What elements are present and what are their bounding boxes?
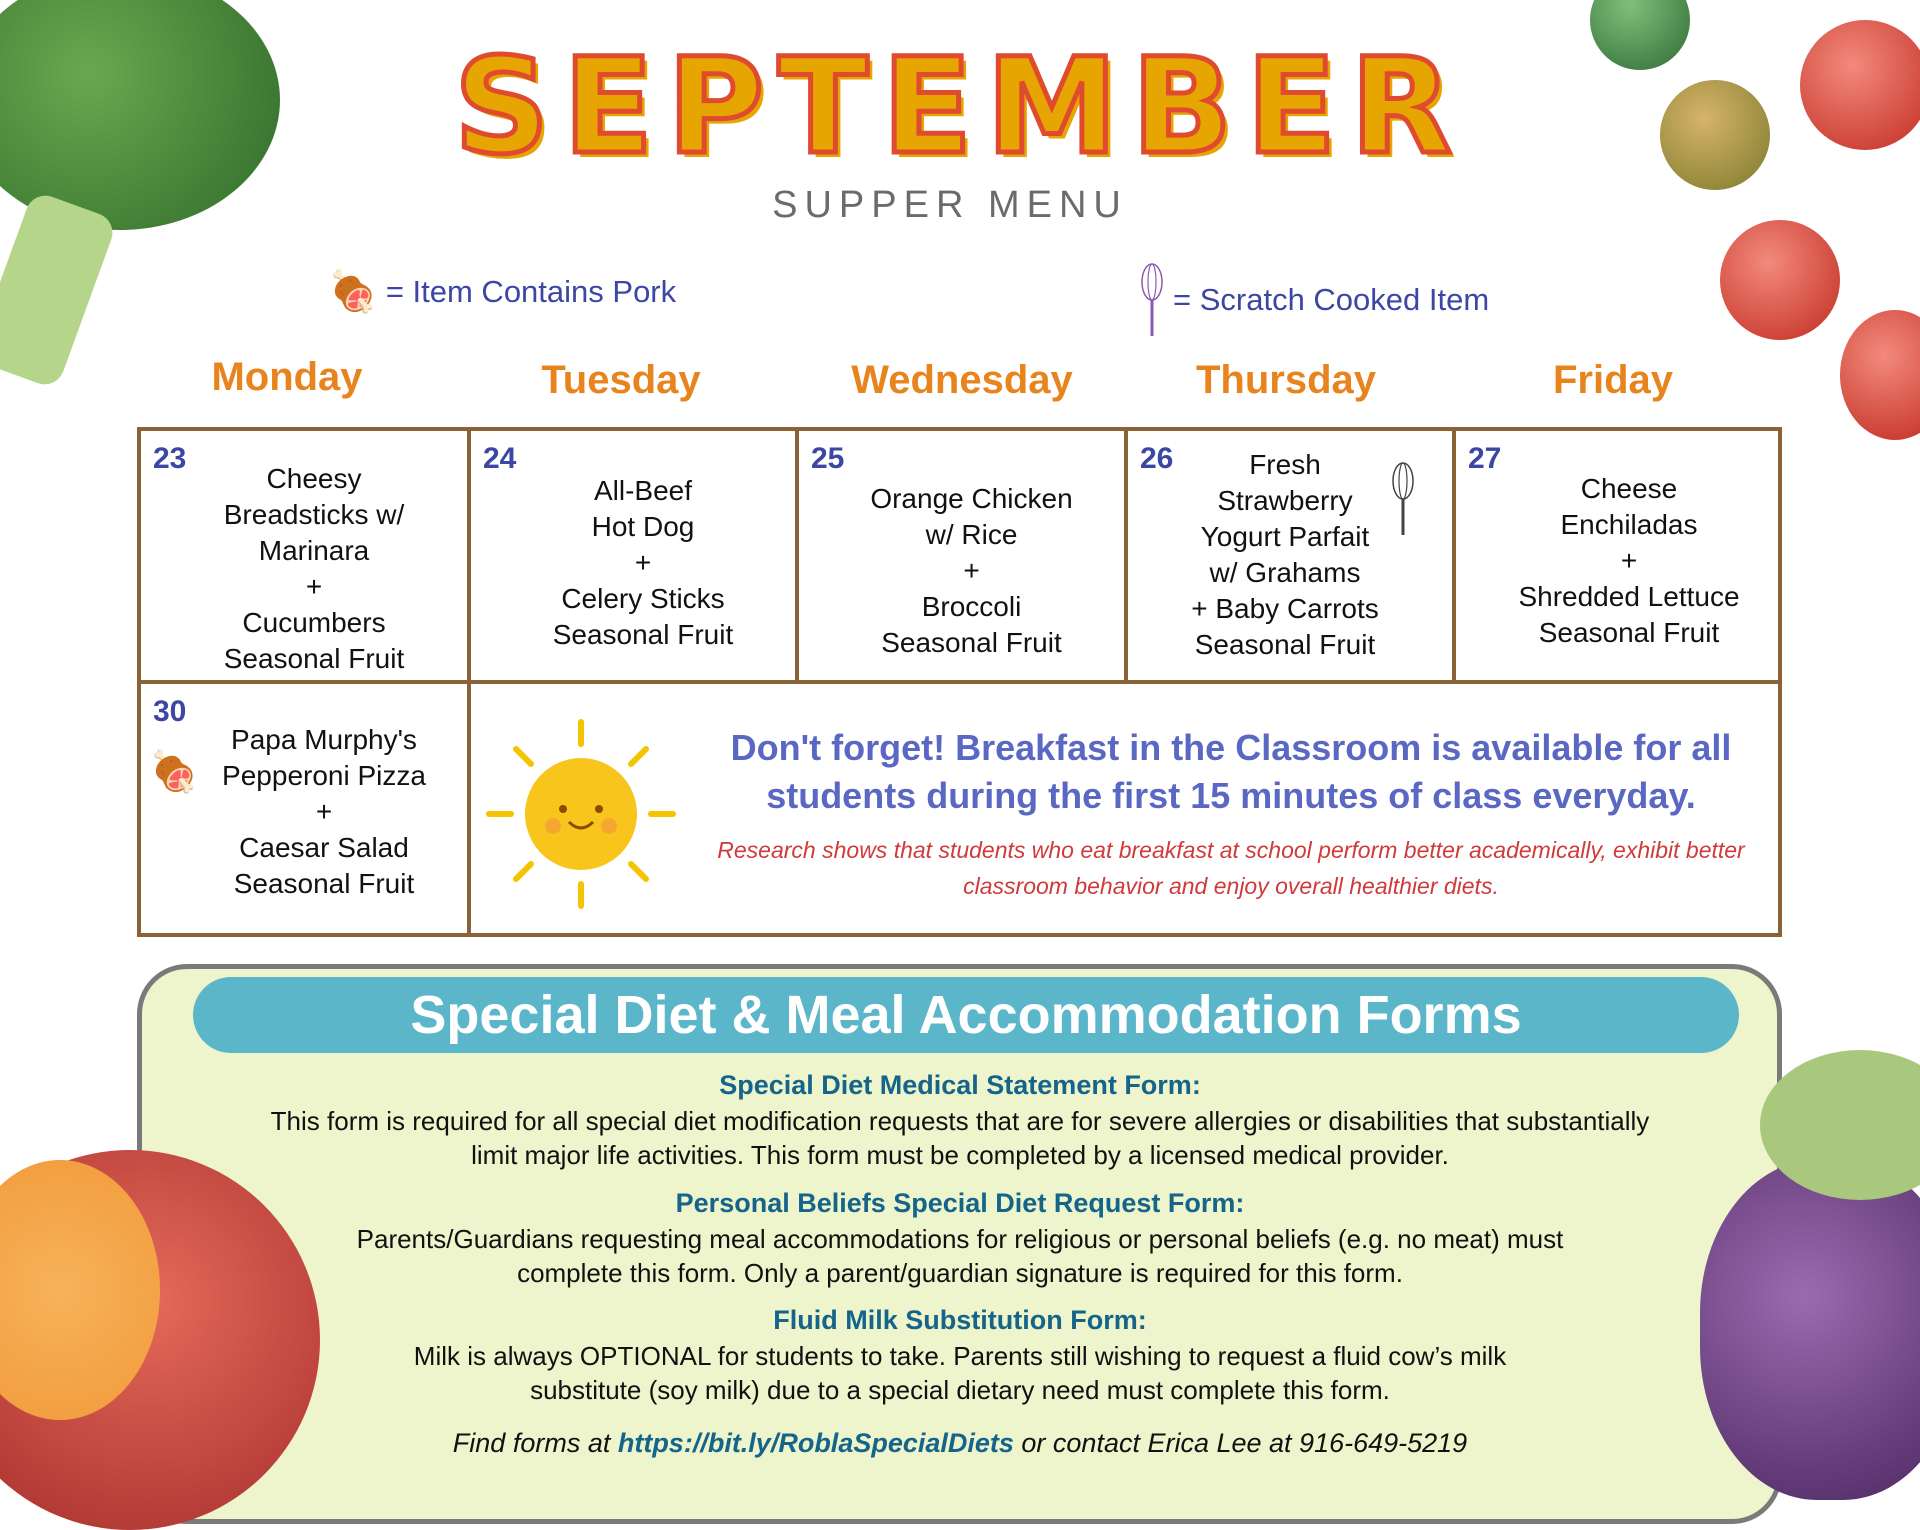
menu-item: Marinara (258, 535, 370, 566)
date-number: 25 (811, 442, 845, 475)
whisk-icon (1139, 262, 1165, 338)
breakfast-headline: Don't forget! Breakfast in the Classroom is available for all students during the first 15 minutes of class everyday. (730, 727, 1732, 816)
legend-pork (328, 268, 676, 315)
date-number: 23 (153, 442, 187, 475)
date-number: 24 (483, 442, 517, 475)
menu-item: + (963, 555, 980, 586)
grapes-illustration (1700, 1160, 1920, 1500)
form-description: Parents/Guardians requesting meal accommodations for religious or personal beliefs (e.g. no meat) must complete this form. Only a parent/guardian signature is required for this form. (356, 1224, 1564, 1288)
menu-item: Breadsticks w/ (223, 499, 405, 530)
menu-item: Pepperoni Pizza (222, 760, 426, 791)
legend-pork-label: = Item Contains Pork (385, 273, 677, 309)
breakfast-notice (471, 684, 1782, 934)
ham-leg-icon: 🍖 (149, 750, 199, 794)
menu-item: All-Beef (593, 475, 693, 506)
form-section (200, 1186, 1720, 1290)
menu-item: Celery Sticks (561, 583, 725, 614)
menu-item: + Baby Carrots (1191, 593, 1379, 624)
menu-item: Cheesy (266, 463, 362, 494)
form-description: This form is required for all special diet modification requests that are for severe allergies or disabilities that substantially limit major life activities. This form must be completed by a licensed medical provider. (270, 1106, 1650, 1170)
legend-scratch (1139, 262, 1489, 338)
menu-calendar (137, 427, 1782, 937)
menu-item: Enchiladas (1560, 509, 1698, 540)
menu-item: w/ Grahams (1209, 557, 1361, 588)
menu-item: + (305, 571, 323, 602)
menu-item: Seasonal Fruit (1194, 629, 1376, 660)
form-section (200, 1303, 1720, 1407)
menu-item: Seasonal Fruit (223, 643, 405, 674)
menu-item: Cheese (1580, 473, 1678, 504)
menu-item: Seasonal Fruit (233, 868, 415, 899)
menu-item: Seasonal Fruit (552, 619, 734, 650)
footer-text: Find forms at (452, 1428, 618, 1458)
menu-subtitle: SUPPER MENU (772, 184, 1128, 226)
day-monday: Monday (211, 355, 363, 399)
menu-item: Seasonal Fruit (881, 627, 1062, 658)
forms-footer (200, 1426, 1720, 1460)
menu-item: Yogurt Parfait (1200, 521, 1370, 552)
day-cell (471, 431, 799, 684)
menu-item: + (634, 547, 652, 578)
menu-item: + (315, 796, 333, 827)
menu-item: Cucumbers (242, 607, 386, 638)
menu-item: Shredded Lettuce (1518, 581, 1740, 612)
forms-banner: Special Diet & Meal Accommodation Forms (193, 977, 1739, 1053)
month-title: SEPTEMBER (454, 30, 1466, 184)
form-section (200, 1068, 1720, 1172)
menu-item: Papa Murphy's (231, 724, 417, 755)
day-cell (1456, 431, 1782, 684)
forms-link[interactable]: https://bit.ly/RoblaSpecialDiets (617, 1428, 1014, 1458)
legend-scratch-label: = Scratch Cooked Item (1173, 282, 1490, 317)
menu-item: Strawberry (1217, 485, 1353, 516)
tomato-illustration (1720, 220, 1840, 340)
form-heading: Special Diet Medical Statement Form: (719, 1070, 1201, 1100)
menu-item: Fresh (1249, 449, 1321, 480)
menu-item: Orange Chicken (870, 483, 1073, 514)
date-number: 27 (1468, 442, 1502, 475)
day-cell (1128, 431, 1456, 684)
form-heading: Personal Beliefs Special Diet Request Form: (675, 1188, 1245, 1218)
tomato-illustration (1840, 310, 1920, 440)
menu-item: w/ Rice (925, 519, 1018, 550)
menu-item: Hot Dog (591, 511, 695, 542)
form-description: Milk is always OPTIONAL for students to take. Parents still wishing to request a fluid cow’s milk substitute (soy milk) due to a special dietary need must complete this form. (413, 1341, 1507, 1405)
date-number: 26 (1140, 442, 1174, 475)
menu-item: Seasonal Fruit (1538, 617, 1720, 648)
day-cell (799, 431, 1128, 684)
menu-item: Caesar Salad (239, 832, 409, 863)
date-number: 30 (153, 695, 187, 728)
day-friday: Friday (1552, 358, 1674, 402)
day-thursday: Thursday (1195, 358, 1377, 402)
menu-item: + (1620, 545, 1638, 576)
form-heading: Fluid Milk Substitution Form: (773, 1305, 1147, 1335)
day-cell (141, 684, 471, 934)
menu-item: Broccoli (921, 591, 1022, 622)
day-cell (141, 431, 471, 684)
footer-contact: or contact Erica Lee at 916-649-5219 (1013, 1428, 1468, 1458)
day-wednesday: Wednesday (851, 358, 1073, 402)
research-note: Research shows that students who eat breakfast at school perform better academically, exhibit better classroom behavior and enjoy overall healthier diets. (717, 837, 1745, 899)
day-tuesday: Tuesday (541, 358, 701, 402)
ham-leg-icon: 🍖 (328, 270, 378, 314)
sun-icon (481, 714, 681, 914)
